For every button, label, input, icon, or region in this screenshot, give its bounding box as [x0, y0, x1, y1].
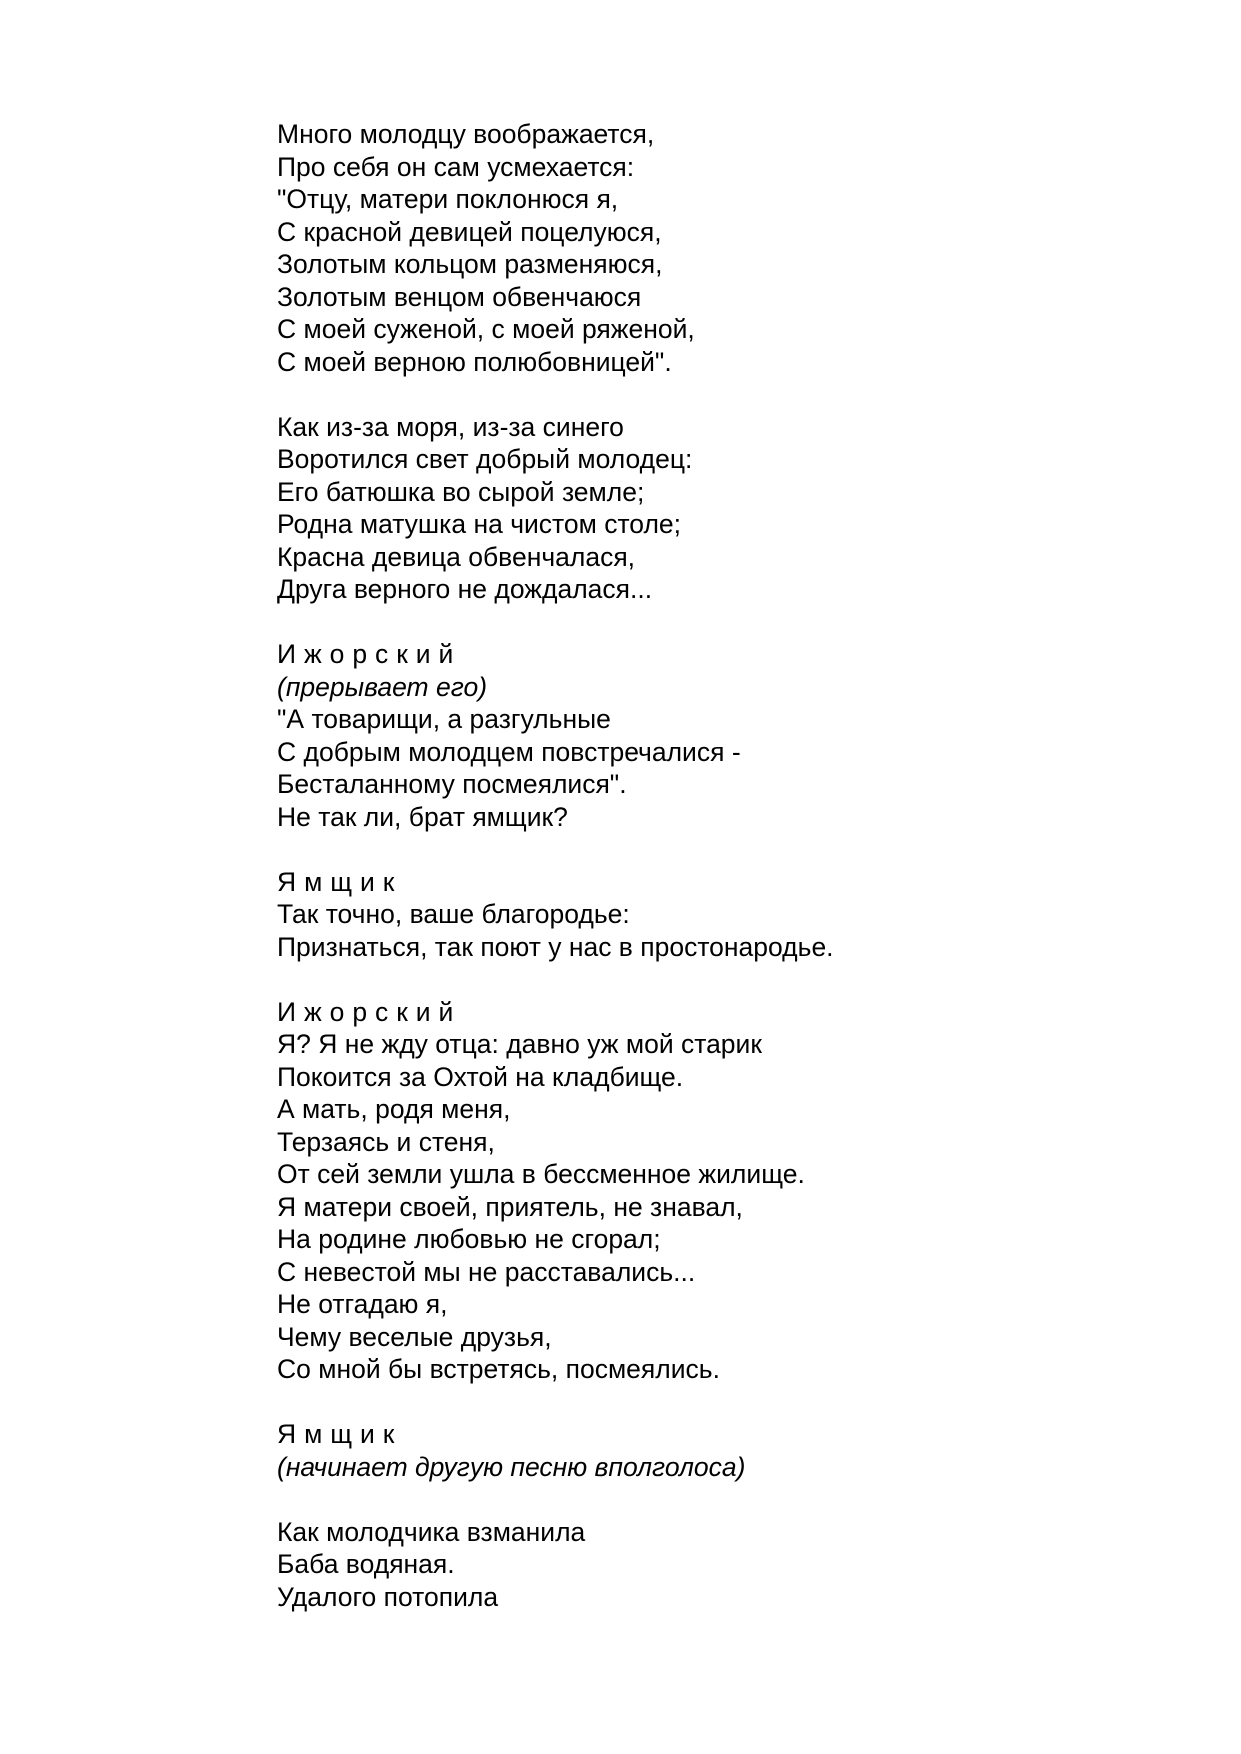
speech-line: Признаться, так поют у нас в простонародье.	[277, 931, 834, 962]
speech-block	[277, 996, 1177, 1386]
speech-line: Со мной бы встретясь, посмеялись.	[277, 1354, 720, 1384]
verse-block	[277, 1516, 1177, 1614]
verse-line: Как молодчика взманила	[277, 1516, 586, 1547]
verse-line: Много молодцу воображается,	[277, 119, 655, 149]
speech-line: С добрым молодцем повстречалися -	[277, 736, 741, 767]
speech-line: Бесталанному посмеялися".	[277, 769, 627, 799]
speech-line: На родине любовью не сгорал;	[277, 1224, 661, 1254]
speech-line: Терзаясь и стеня,	[277, 1126, 495, 1157]
speaker-name: Ямщик	[277, 866, 403, 897]
speech-line: Я? Я не жду отца: давно уж мой старик	[277, 1029, 762, 1059]
speech-line: Я матери своей, приятель, не знавал,	[277, 1191, 743, 1222]
speech-line: Так точно, ваше благородье:	[277, 899, 630, 929]
speaker-name: Ямщик	[277, 1419, 403, 1449]
speech-block	[277, 1418, 1177, 1483]
speech-block	[277, 866, 1177, 964]
speech-line: От сей земли ушла в бессменное жилище.	[277, 1159, 805, 1189]
verse-line: Баба водяная.	[277, 1549, 455, 1579]
speech-block	[277, 638, 1177, 833]
verse-line: С моей суженой, с моей ряженой,	[277, 314, 695, 344]
verse-line: Золотым венцом обвенчаюся	[277, 281, 642, 312]
verse-line: Красна девица обвенчалася,	[277, 541, 636, 572]
speech-line: Не так ли, брат ямщик?	[277, 801, 568, 832]
verse-line: Как из-за моря, из-за синего	[277, 411, 624, 442]
speech-line: Не отгадаю я,	[277, 1289, 448, 1319]
verse-line: Его батюшка во сырой земле;	[277, 476, 645, 507]
speech-line: Покоится за Охтой на кладбище.	[277, 1061, 684, 1092]
document-page	[277, 118, 1177, 1646]
verse-line: Удалого потопила	[277, 1581, 499, 1612]
verse-block	[277, 411, 1177, 606]
stage-direction: (прерывает его)	[277, 671, 488, 702]
verse-line: "Отцу, матери поклонюся я,	[277, 184, 619, 214]
verse-line: С красной девицей поцелуюся,	[277, 216, 662, 247]
speaker-name: Ижорский	[277, 639, 462, 669]
verse-line: Друга верного не дождалася...	[277, 574, 653, 604]
verse-line: С моей верною полюбовницей".	[277, 346, 672, 377]
speech-line: Чему веселые друзья,	[277, 1321, 552, 1352]
stage-direction: (начинает другую песню вполголоса)	[277, 1451, 746, 1482]
verse-line: Золотым кольцом разменяюся,	[277, 249, 663, 279]
verse-line: Про себя он сам усмехается:	[277, 151, 635, 182]
verse-line: Родна матушка на чистом столе;	[277, 509, 682, 539]
speech-line: "А товарищи, а разгульные	[277, 704, 611, 734]
speech-line: С невестой мы не расставались...	[277, 1256, 696, 1287]
verse-line: Воротился свет добрый молодец:	[277, 444, 693, 474]
speech-line: А мать, родя меня,	[277, 1094, 511, 1124]
verse-block	[277, 118, 1177, 378]
speaker-name: Ижорский	[277, 996, 462, 1027]
